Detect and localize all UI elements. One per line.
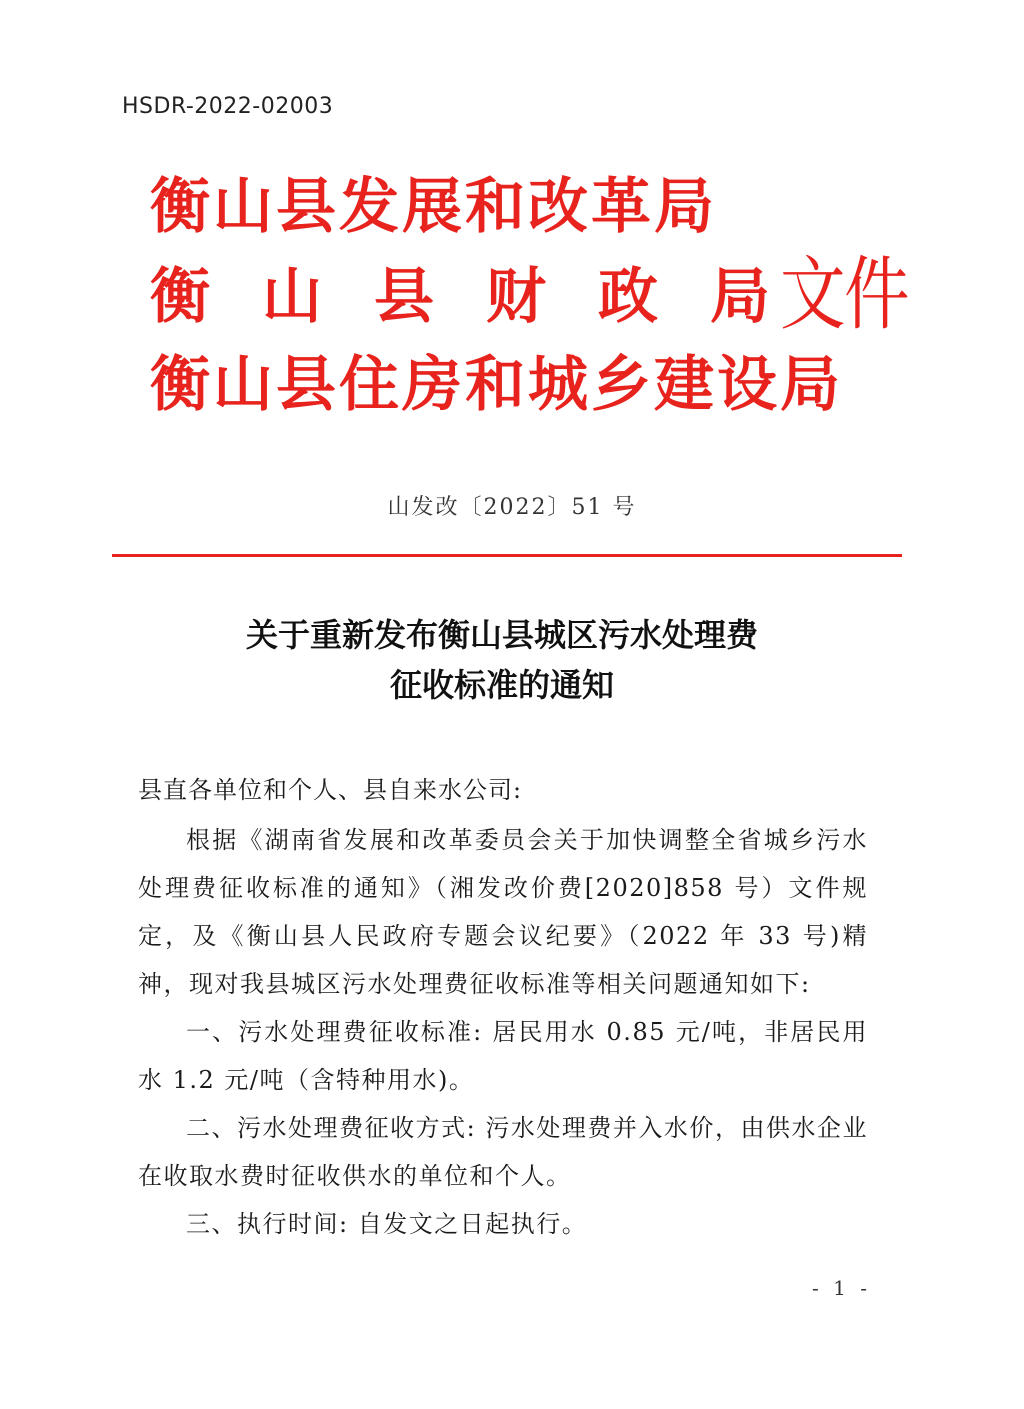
red-divider: [112, 554, 902, 557]
notice-body: [138, 816, 868, 1248]
paragraph-basis: 根据《湖南省发展和改革委员会关于加快调整全省城乡污水处理费征收标准的通知》（湘发改价费[2020]858 号）文件规定，及《衡山县人民政府专题会议纪要》（2022 年 33 号)精神，现对我县城区污水处理费征收标准等相关问题通知如下:: [138, 826, 868, 998]
paragraph-collection-method: 二、污水处理费征收方式: 污水处理费并入水价，由供水企业在收取水费时征收供水的单位和个人。: [138, 1114, 868, 1190]
issuer-char: 财: [486, 262, 546, 332]
issuer-char: 政: [598, 262, 658, 332]
issuer-development-reform-bureau: 衡山县发展和改革局: [150, 172, 717, 242]
paragraph-standard: 一、污水处理费征收标准: 居民用水 0.85 元/吨，非居民用水 1.2 元/吨（含特种用水)。: [138, 1018, 868, 1094]
document-number: 山发改〔2022〕51 号: [387, 495, 637, 520]
addressee: 县直各单位和个人、县自来水公司:: [138, 776, 523, 804]
issuer-char: 县: [374, 262, 434, 332]
notice-title: [0, 610, 1024, 710]
notice-title-line-2: 征收标准的通知: [389, 666, 614, 704]
issuer-housing-construction-bureau: 衡山县住房和城乡建设局: [150, 350, 843, 420]
page-number: - 1 -: [812, 1276, 871, 1300]
issuer-char: 衡: [150, 262, 210, 332]
issuer-char: 局: [710, 262, 770, 332]
paragraph-effective-date: 三、执行时间: 自发文之日起执行。: [186, 1210, 588, 1238]
document-suffix: 文件: [780, 248, 908, 341]
notice-title-line-1: 关于重新发布衡山县城区污水处理费: [245, 616, 758, 654]
issuer-char: 山: [262, 262, 322, 332]
issuer-finance-bureau: [150, 262, 822, 332]
document-code: HSDR-2022-02003: [122, 94, 334, 119]
